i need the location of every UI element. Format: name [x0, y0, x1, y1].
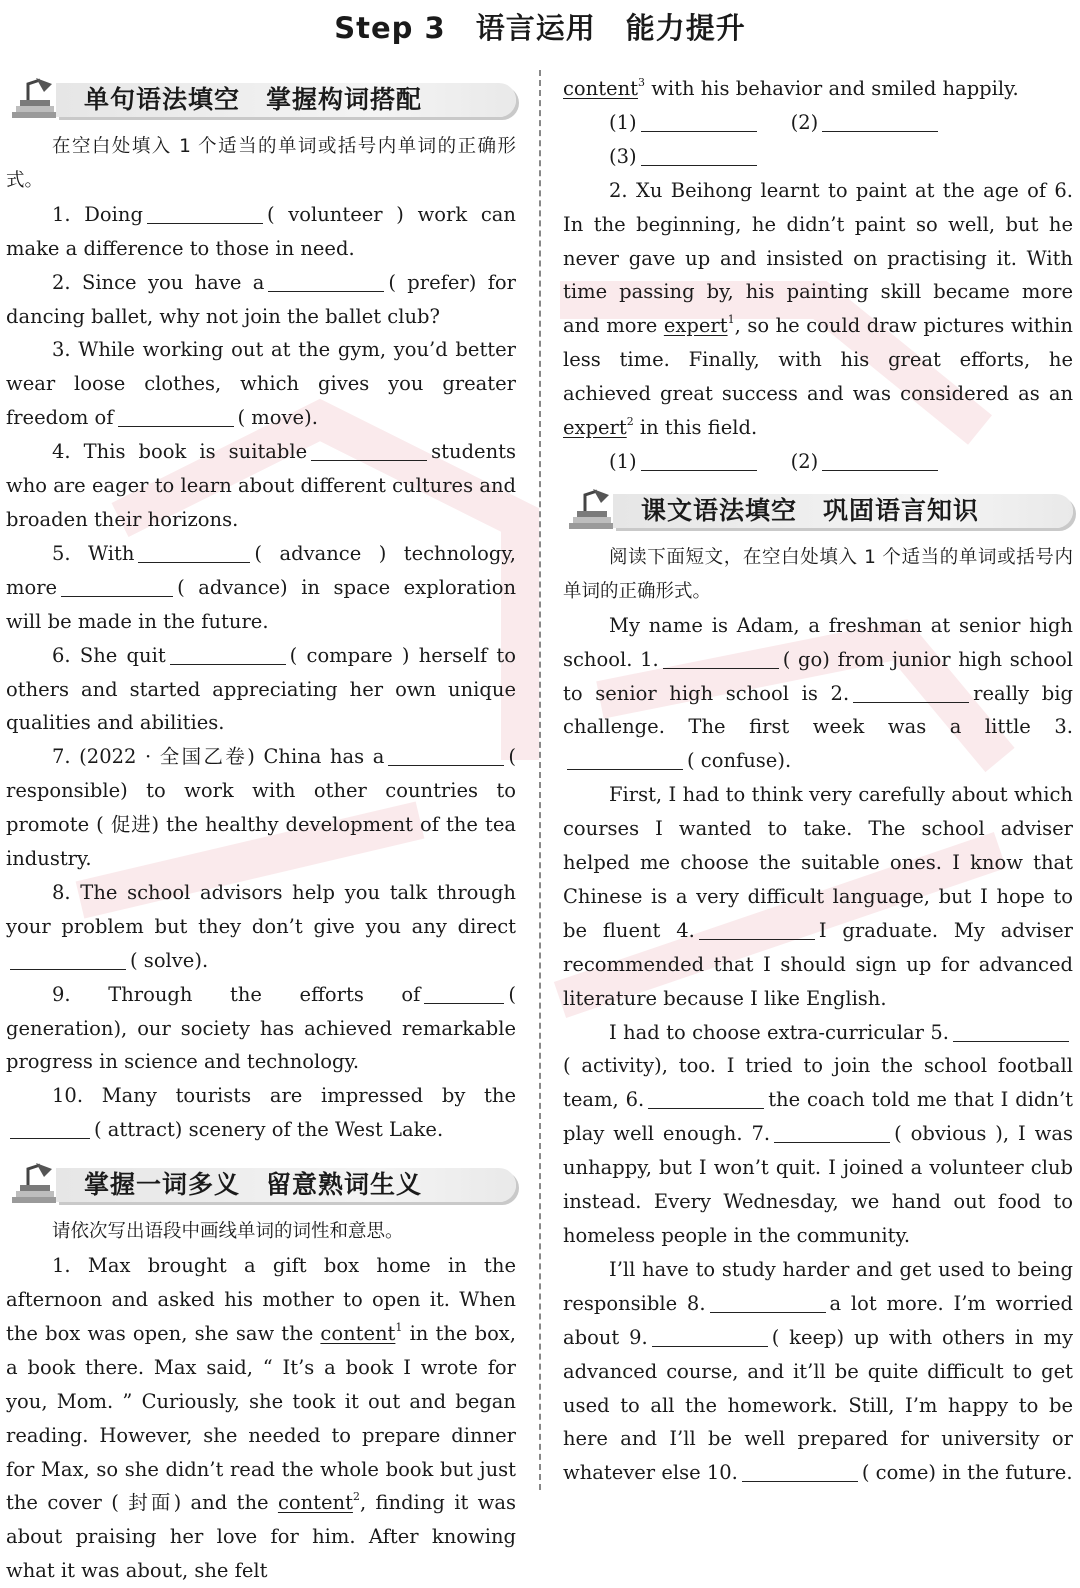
- underlined-word: content: [563, 77, 638, 100]
- answer-row-3: (1) (2): [563, 445, 1073, 479]
- question-10: 10. Many tourists are impressed by the( attract) scenery of the West Lake.: [6, 1079, 516, 1147]
- answer-blank[interactable]: [138, 542, 250, 563]
- answer-blank[interactable]: [641, 450, 757, 471]
- answer-blank[interactable]: [567, 749, 683, 770]
- instruction: 在空白处填入 1 个适当的单词或括号内单词的正确形式。: [6, 136, 516, 191]
- section-title: 单句语法填空 掌握构词搭配: [84, 85, 423, 114]
- passage-paragraph-3: I had to choose extra-curricular 5.( activity), too. I tried to join the school football team, 6. the coach told me that I didn’t play well enough. 7. ( obvious ), I was unhappy, but I won’t quit. I joined a volunteer club instead. Every Wednesday, we hand out food to homeless people in the community.: [563, 1020, 1073, 1247]
- answer-blank[interactable]: [641, 111, 757, 132]
- passage-2: 2. Xu Beihong learnt to paint at the age of 6. In the beginning, he didn’t paint so well, but he never gave up and insisted on practising it. With time passing by, his painting skill became more and more expert$^1$, so he could draw pictures within less time. Finally, with his great efforts, he achieved great success and was considered as an expert$^2$ in this field.: [563, 178, 1073, 440]
- answer-blank[interactable]: [853, 682, 969, 703]
- answer-blank[interactable]: [61, 576, 173, 597]
- section-header-2: [6, 1159, 516, 1211]
- lamp-books-icon: [6, 1161, 70, 1209]
- question-3: 3. While working out at the gym, you’d better wear loose clothes, which gives you greater freedom of ( move).: [6, 338, 516, 430]
- section-header-1: [6, 74, 516, 126]
- question-4: 4. This book is suitable students who are eager to learn about different cultures and broaden their horizons.: [6, 440, 516, 531]
- lamp-books-icon: [563, 487, 627, 535]
- answer-blank[interactable]: [822, 111, 938, 132]
- answer-blank[interactable]: [822, 450, 938, 471]
- answer-row-1: (1) (2): [563, 106, 1073, 140]
- answer-blank[interactable]: [10, 1118, 90, 1139]
- column-divider: [539, 70, 541, 1490]
- answer-blank[interactable]: [648, 1088, 764, 1109]
- answer-blank[interactable]: [742, 1461, 858, 1482]
- answer-blank[interactable]: [424, 983, 504, 1004]
- passage-paragraph-2: First, I had to think very carefully about which courses I wanted to take. The school adviser helped me choose the suitable ones. I know that Chinese is a very difficult language, but I hope to be fluent 4. I graduate. My adviser recommended that I should sign up for advanced literature because I like English.: [563, 783, 1073, 1010]
- answer-blank[interactable]: [699, 919, 815, 940]
- question-7: 7. (2022 · 全国乙卷) China has a ( responsible) to work with other countries to promote ( 促进) the healthy development of the tea industry.: [6, 745, 516, 871]
- section-title: 课文语法填空 巩固语言知识: [641, 495, 980, 525]
- answer-blank[interactable]: [268, 271, 384, 292]
- passage-paragraph-4: I’ll have to study harder and get used to being responsible 8. a lot more. I’m worried about 9. ( keep) up with others in my advanced course, and it’ll be quite difficult to get used to all the homework. Still, I’m happy to be here and I’ll be well prepared for university or whatever else 10. ( come) in the future.: [563, 1257, 1073, 1485]
- underlined-word: expert: [663, 314, 728, 338]
- section-title: 掌握一词多义 留意熟词生义: [84, 1170, 423, 1200]
- question-5: 5. With ( advance ) technology, more ( advance) in space exploration will be made in the future.: [6, 541, 517, 633]
- underlined-word: content: [320, 1321, 396, 1345]
- question-6: 6. She quit ( compare ) herself to others and started appreciating her own unique qualities and abilities.: [6, 643, 516, 735]
- passage-paragraph-1: My name is Adam, a freshman at senior high school. 1. ( go) from junior high school to senior high school is 2. really big challenge. The first week was a little 3.( confuse).: [563, 613, 1073, 773]
- underlined-word: expert: [563, 416, 627, 440]
- answer-blank[interactable]: [641, 145, 757, 166]
- answer-row-2: (3): [563, 140, 1073, 174]
- instruction: 请依次写出语段中画线单词的词性和意思。: [52, 1221, 404, 1243]
- page-title: Step 3 语言运用 能力提升: [334, 11, 746, 45]
- answer-blank[interactable]: [663, 648, 779, 669]
- right-column: [563, 72, 1073, 1490]
- answer-blank[interactable]: [953, 1021, 1069, 1042]
- answer-blank[interactable]: [388, 745, 504, 766]
- lamp-books-icon: [6, 76, 70, 124]
- answer-blank[interactable]: [311, 440, 427, 461]
- instruction: 阅读下面短文，在空白处填入 1 个适当的单词或括号内单词的正确形式。: [563, 546, 1073, 602]
- question-8: 8. The school advisors help you talk through your problem but they don’t give you any direct( solve).: [6, 880, 516, 972]
- section-header-3: [563, 485, 1073, 537]
- answer-blank[interactable]: [170, 644, 286, 665]
- left-column: [6, 72, 516, 1588]
- answer-blank[interactable]: [774, 1122, 890, 1143]
- question-9: 9. Through the efforts of ( generation), our society has achieved remarkable progress in science and technology.: [6, 982, 516, 1074]
- passage-1-continued: content$^3$ with his behavior and smiled happily.: [563, 76, 1019, 100]
- passage-1: 1. Max brought a gift box home in the afternoon and asked his mother to open it. When the box was open, she saw the content$^1$ in the box, a book there. Max said, “ It’s a book I wrote for you, Mom. ” Curiously, she took it out and began reading. However, she needed to prepare dinner for Max, so she didn’t read the whole book but just the cover ( 封面) and the content$^2$, finding it was about praising her love for him. After knowing what it was about, she felt: [6, 1254, 517, 1583]
- answer-blank[interactable]: [652, 1326, 768, 1347]
- answer-blank[interactable]: [710, 1292, 826, 1313]
- question-2: 2. Since you have a ( prefer) for dancing ballet, why not join the ballet club?: [6, 270, 516, 328]
- answer-blank[interactable]: [147, 203, 263, 224]
- answer-blank[interactable]: [10, 949, 126, 970]
- question-1: 1. Doing ( volunteer ) work can make a difference to those in need.: [6, 202, 516, 260]
- answer-blank[interactable]: [118, 406, 234, 427]
- underlined-word: content: [277, 1491, 353, 1515]
